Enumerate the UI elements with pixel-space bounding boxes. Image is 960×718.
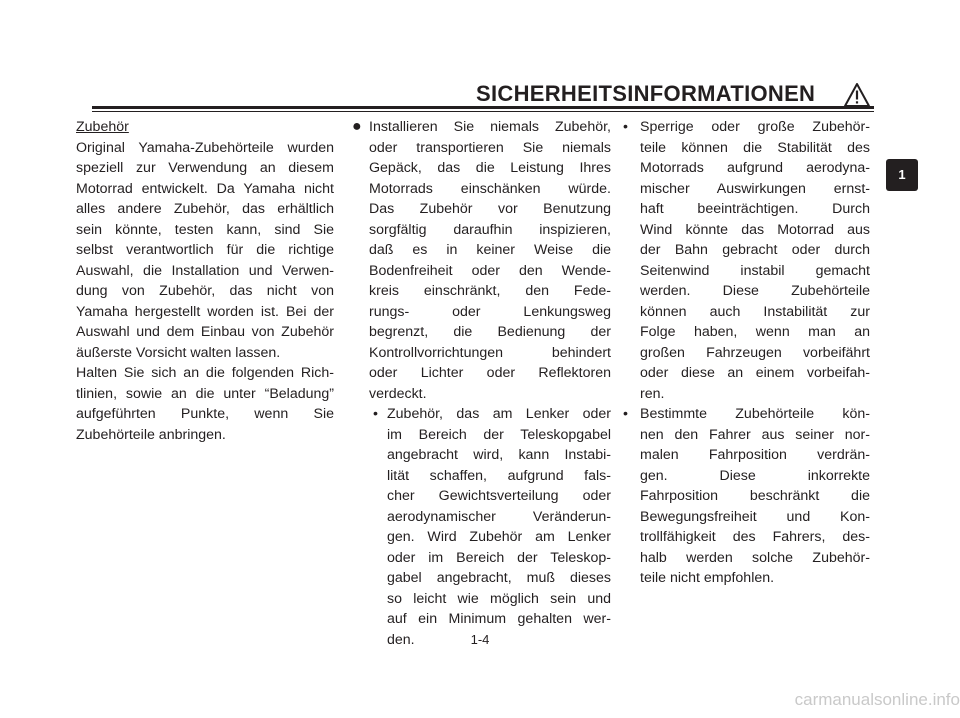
column-1 [76,117,334,445]
chapter-tab: 1 [886,159,918,191]
text-line: großen Fahrzeugen vorbeifährt [640,344,870,361]
text-line: Motorrads aufgrund aerodyna- [640,160,870,176]
bullet-icon: ● [352,118,362,135]
text-line: Bestimmte Zubehörteile kön- [640,406,870,422]
text-line: selbst verantwortlich für die richtige [76,242,334,258]
text-line: alles andere Zubehör, das erhältlich [76,201,334,217]
text-line: Seitenwind instabil gemacht [640,262,870,279]
text-line: der Bahn gebracht oder durch [640,242,870,258]
text-line: halb werden solche Zubehör- [640,549,870,566]
text-line: teile nicht empfohlen. [640,570,775,586]
text-line: Sperrige oder große Zubehör- [640,119,870,135]
column-3 [618,117,870,589]
text-line: können auch Instabilität zur [640,303,870,320]
bullet-icon: • [623,406,628,422]
text-line: Zubehörteile anbringen. [76,426,226,443]
list-item-text [640,404,870,589]
column-2 [351,117,611,650]
list-item-text [369,117,611,650]
text-line: malen Fahrposition verdrän- [640,447,870,463]
text-line: oder im Bereich der Teleskop- [387,549,611,566]
text-line: werden. Diese Zubehörteile [640,283,870,299]
text-line: trollfähigkeit des Fahrers, des- [640,529,870,545]
watermark: carmanualsonline.info [794,690,960,709]
text-line: lität schaffen, aufgrund fals- [387,467,611,484]
section-heading: Zubehör [76,119,129,135]
text-line: teile können die Stabilität des [640,139,870,156]
text-line: Halten Sie sich an die folgenden Rich- [76,365,334,381]
text-line: oder diese an einem vorbeifah- [640,365,870,381]
page-title: SICHERHEITSINFORMATIONEN [476,81,816,106]
text-line: gen. Wird Zubehör am Lenker [387,529,611,545]
text-line: aufgeführten Punkte, wenn Sie [76,406,334,422]
text-line: Motorrad entwickelt. Da Yamaha nicht [76,180,334,197]
text-line: rungs- oder Lenkungsweg [369,303,611,320]
text-line: Auswahl, die Installation und Verwen- [76,262,334,279]
text-line: so leicht wie möglich sein und [387,590,611,607]
text-line: Installieren Sie niemals Zubehör, [369,119,611,135]
list-item [351,117,611,650]
text-line: auf ein Minimum gehalten wer- [387,611,611,627]
page-number: 1-4 [470,632,490,647]
sub-list-item-text [387,404,611,650]
text-line: aerodynamischer Veränderun- [387,508,611,525]
text-line: Original Yamaha-Zubehörteile wurden [76,139,334,156]
text-line: äußerste Vorsicht walten lassen. [76,344,281,361]
text-line: ren. [640,385,665,402]
text-line: Fahrposition beschränkt die [640,488,870,504]
text-line: Das Zubehör vor Benutzung [369,201,611,217]
text-line: im Bereich der Teleskopgabel [387,426,611,443]
text-line: haft beeinträchtigen. Durch [640,201,870,217]
text-line: speziell zur Verwendung an diesem [76,160,334,176]
text-line: angebracht wird, kann Instabi- [387,447,611,463]
text-line: Yamaha hergestellt worden ist. Bei der [76,303,334,320]
bullet-icon: • [373,406,378,422]
text-line: begrenzt, die Bedienung der [369,324,611,340]
text-line: Zubehör, das am Lenker oder [387,406,611,422]
text-line: nen den Fahrer aus seiner nor- [640,426,870,443]
header-rule-thick [92,106,874,109]
text-line: Gepäck, das die Leistung Ihres [369,160,611,176]
text-line: sein könnte, testen kann, sind Sie [76,221,334,238]
header-rule-thin [92,111,874,112]
warning-triangle-icon [843,82,871,108]
list-item [622,117,870,404]
text-line: Motorrads einschänken würde. [369,180,611,197]
text-line: sorgfältig daraufhin inspizieren, [369,221,611,238]
text-line: verdeckt. [369,385,427,402]
text-line: daß es in keiner Weise die [369,242,611,258]
intro-paragraph [76,138,334,364]
text-line: Bodenfreiheit oder den Wende- [369,262,611,279]
text-line: oder Lichter oder Reflektoren [369,365,611,381]
text-line: Auswahl und dem Einbau von Zubehör [76,324,334,340]
list-item-text [640,117,870,404]
bullet-icon: • [623,119,628,135]
text-line: den. [387,631,415,648]
text-line: Folge haben, wenn man an [640,324,870,340]
text-line: cher Gewichtsverteilung oder [387,488,611,504]
text-line: tlinien, sowie an die unter “Beladung” [76,385,334,402]
text-line: gabel angebracht, muß dieses [387,570,611,586]
text-line: oder transportieren Sie niemals [369,139,611,156]
text-line: mischer Auswirkungen ernst- [640,180,870,197]
text-line: kreis einschränkt, den Fede- [369,283,611,299]
text-line: dung von Zubehör, das nicht von [76,283,334,299]
guideline-paragraph [76,363,334,445]
text-line: gen. Diese inkorrekte [640,467,870,484]
text-line: Kontrollvorrichtungen behindert [369,344,611,361]
text-line: Wind könnte das Motorrad aus [640,221,870,238]
text-line: Bewegungsfreiheit und Kon- [640,508,870,525]
sub-list-item [369,404,611,650]
list-item [622,404,870,589]
